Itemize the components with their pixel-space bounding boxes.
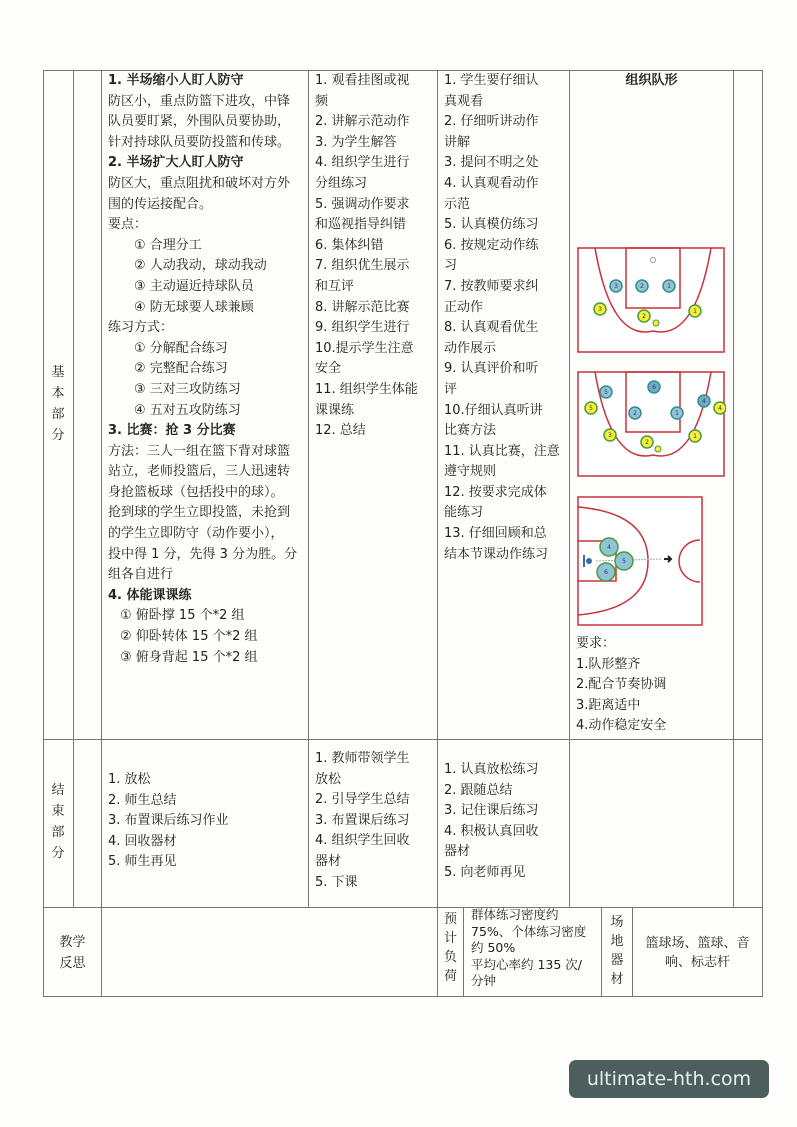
- student-line: 遵守规则: [444, 464, 497, 480]
- teacher-line: 8. 讲解示范比赛: [315, 299, 410, 315]
- content-line: 围的传运接配合。: [108, 196, 213, 212]
- student-line: 13. 仔细回顾和总: [444, 526, 547, 542]
- court-diagram-2: [576, 370, 726, 478]
- svg-text:1: 1: [667, 283, 671, 290]
- load-line: 群体练习密度约: [471, 907, 559, 922]
- svg-text:5: 5: [622, 558, 626, 565]
- ending-student-activities: [444, 760, 569, 884]
- basic-content: [108, 71, 308, 668]
- content-line: ③ 俯身背起 15 个*2 组: [120, 649, 258, 665]
- student-line: 3. 提问不明之处: [444, 155, 539, 171]
- content-line: 方法：三人一组在篮下背对球篮: [108, 443, 291, 459]
- content-line: 投中得 1 分，先得 3 分为胜。分: [108, 546, 298, 562]
- label-char: 部: [51, 825, 65, 840]
- teacher-line: 3. 布置课后练习: [315, 812, 410, 828]
- venue-line: 篮球场、篮球、音: [645, 936, 750, 951]
- student-line: 能练习: [444, 505, 484, 521]
- student-line: 6. 按规定动作练: [444, 237, 539, 253]
- requirement-item: 3.距离适中: [576, 697, 641, 713]
- content-line: 4. 体能课课练: [108, 587, 192, 603]
- col-divider: [762, 70, 763, 997]
- label-char: 本: [51, 386, 65, 401]
- reflection-content[interactable]: [102, 908, 437, 996]
- svg-text:2: 2: [640, 283, 644, 290]
- svg-text:4: 4: [702, 398, 706, 405]
- teacher-line: 器材: [315, 853, 342, 869]
- content-line: ④ 五对五攻防练习: [134, 402, 241, 418]
- teacher-line: 和互评: [315, 278, 355, 294]
- label-line: 反思: [59, 955, 86, 971]
- student-line: 动作展示: [444, 340, 497, 356]
- teacher-line: 10.提示学生注意: [315, 340, 414, 356]
- requirement-item: 1.队形整齐: [576, 656, 641, 672]
- student-line: 12. 按要求完成体: [444, 484, 547, 500]
- student-line: 讲解: [444, 134, 471, 150]
- venue-label: [602, 913, 632, 989]
- svg-text:1: 1: [675, 410, 679, 417]
- content-line: 防区大，重点阻扰和破坏对方外: [108, 175, 291, 191]
- label-char: 分: [51, 846, 65, 861]
- svg-text:4: 4: [718, 405, 722, 412]
- student-line: 2. 跟随总结: [444, 782, 513, 798]
- load-line: 平均心率约 135 次/: [471, 956, 583, 972]
- content-line: 针对持球队员要防投篮和传球。: [108, 134, 291, 150]
- content-line: ② 完整配合练习: [134, 361, 228, 377]
- label-char: 计: [443, 931, 457, 946]
- col-divider: [463, 907, 464, 997]
- svg-text:2: 2: [645, 439, 649, 446]
- content-line: ① 俯卧撑 15 个*2 组: [120, 608, 245, 624]
- content-line: 2. 师生总结: [108, 792, 177, 808]
- label-char: 器: [610, 953, 624, 968]
- content-line: 要点：: [108, 217, 148, 233]
- venue-line: 响、标志杆: [664, 955, 730, 970]
- content-line: 组各自进行: [108, 567, 174, 583]
- reflection-label: [44, 933, 101, 974]
- section-label-ending: [44, 780, 72, 864]
- label-char: 负: [443, 950, 457, 965]
- content-line: 抢到球的学生立即投篮，未抢到: [108, 505, 291, 521]
- svg-text:1: 1: [693, 433, 697, 440]
- col-divider: [308, 70, 309, 907]
- student-line: 习: [444, 258, 458, 274]
- content-line: 3. 比赛：抢 3 分比赛: [108, 423, 236, 439]
- svg-text:3: 3: [614, 283, 618, 290]
- load-label: [438, 910, 463, 986]
- teacher-line: 和巡视指导纠错: [315, 217, 407, 233]
- content-line: 3. 布置课后练习作业: [108, 813, 229, 829]
- label-char: 分: [51, 428, 65, 443]
- student-line: 5. 认真模仿练习: [444, 217, 539, 233]
- label-char: 基: [51, 365, 65, 380]
- label-char: 材: [610, 972, 624, 987]
- student-line: 结本节课动作练习: [444, 546, 549, 562]
- court-diagram-1: [576, 246, 726, 354]
- student-line: 评: [444, 381, 458, 397]
- table-bottom-border: [43, 996, 763, 997]
- student-line: 4. 认真观看动作: [444, 175, 539, 191]
- content-line: 防区小，重点防篮下进攻，中锋: [108, 93, 291, 109]
- label-char: 束: [51, 804, 65, 819]
- student-line: 7. 按教师要求纠: [444, 278, 539, 294]
- content-line: ② 人动我动，球动我动: [134, 258, 267, 274]
- content-line: 队员要盯紧，外围队员要协助，: [108, 114, 291, 130]
- row-divider: [43, 739, 763, 740]
- watermark-badge: ultimate-hth.com: [569, 1060, 769, 1098]
- student-line: 1. 认真放松练习: [444, 762, 539, 777]
- student-line: 10.仔细认真听讲: [444, 402, 543, 418]
- student-line: 2. 仔细听讲动作: [444, 114, 539, 130]
- svg-text:4: 4: [607, 544, 611, 551]
- requirement-item: 4.动作稳定安全: [576, 718, 667, 734]
- label-char: 预: [443, 912, 457, 927]
- col-divider: [569, 70, 570, 907]
- student-line: 真观看: [444, 93, 484, 109]
- teacher-line: 1. 观看挂图或视: [315, 73, 410, 88]
- label-char: 部: [51, 407, 65, 422]
- svg-text:3: 3: [608, 432, 612, 439]
- content-line: 站立，老师投篮后，三人迅速转: [108, 464, 291, 480]
- venue-text: [633, 934, 762, 972]
- teacher-line: 5. 下课: [315, 874, 358, 890]
- teacher-line: 分组练习: [315, 175, 368, 191]
- svg-text:2: 2: [642, 313, 646, 320]
- svg-text:6: 6: [652, 384, 656, 391]
- svg-text:6: 6: [604, 569, 608, 576]
- load-line: 分钟: [471, 973, 497, 988]
- label-char: 场: [610, 915, 624, 930]
- teacher-line: 频: [315, 93, 329, 109]
- content-line: 1. 半场缩小人盯人防守: [108, 73, 244, 88]
- content-line: ② 仰卧转体 15 个*2 组: [120, 629, 258, 645]
- section-label-basic: [44, 362, 72, 446]
- teacher-line: 安全: [315, 361, 342, 377]
- requirements-label: 要求：: [576, 636, 616, 651]
- teacher-line: 5. 强调动作要求: [315, 196, 410, 212]
- teacher-line: 1. 教师带领学生: [315, 751, 410, 766]
- teacher-line: 2. 讲解示范动作: [315, 114, 410, 130]
- teacher-line: 11. 组织学生体能: [315, 381, 418, 397]
- teacher-line: 放松: [315, 771, 342, 787]
- content-line: 2. 半场扩大人盯人防守: [108, 155, 244, 171]
- teacher-line: 12. 总结: [315, 423, 366, 439]
- content-line: ③ 主动逼近持球队员: [134, 278, 254, 294]
- content-line: 1. 放松: [108, 772, 151, 787]
- content-line: ① 合理分工: [134, 237, 202, 253]
- col-divider: [101, 70, 102, 997]
- content-line: 5. 师生再见: [108, 854, 177, 870]
- teacher-line: 2. 引导学生总结: [315, 792, 410, 808]
- svg-text:1: 1: [693, 308, 697, 315]
- teacher-line: 4. 组织学生进行: [315, 155, 410, 171]
- student-line: 器材: [444, 844, 471, 860]
- teacher-line: 3. 为学生解答: [315, 134, 397, 150]
- content-line: 的学生立即防守（动作要小），: [108, 526, 284, 542]
- svg-text:2: 2: [633, 410, 637, 417]
- basic-teacher-activities: [315, 71, 437, 442]
- load-line: 75%、个体练习密度: [471, 923, 587, 939]
- content-line: 4. 回收器材: [108, 833, 177, 849]
- col-divider: [437, 70, 438, 997]
- content-line: ④ 防无球要人球兼顾: [134, 299, 254, 315]
- student-line: 4. 积极认真回收: [444, 823, 539, 839]
- content-line: ③ 三对三攻防练习: [134, 381, 241, 397]
- court-diagram-3: [576, 495, 704, 627]
- load-line: 约 50%: [471, 940, 516, 955]
- teacher-line: 9. 组织学生进行: [315, 320, 410, 336]
- svg-text:5: 5: [589, 405, 593, 412]
- student-line: 示范: [444, 196, 471, 212]
- label-char: 结: [51, 783, 65, 798]
- basic-student-activities: [444, 71, 569, 565]
- student-line: 正动作: [444, 299, 484, 315]
- content-line: 练习方式：: [108, 320, 174, 336]
- ending-content: [108, 770, 308, 873]
- col-divider: [73, 70, 74, 907]
- student-line: 8. 认真观看优生: [444, 320, 539, 336]
- student-line: 比赛方法: [444, 423, 497, 439]
- student-line: 11. 认真比赛，注意: [444, 443, 560, 459]
- col-divider: [733, 70, 734, 907]
- student-line: 5. 向老师再见: [444, 864, 526, 880]
- teacher-line: 7. 组织优生展示: [315, 258, 410, 274]
- label-char: 地: [610, 934, 624, 949]
- formation-title: 组织队形: [625, 73, 678, 88]
- student-line: 9. 认真评价和听: [444, 361, 539, 377]
- student-line: 1. 学生要仔细认: [444, 73, 539, 88]
- svg-text:3: 3: [598, 306, 602, 313]
- content-line: 身抢篮板球（包括投中的球）。: [108, 484, 284, 500]
- ending-teacher-activities: [315, 749, 437, 893]
- label-char: 荷: [443, 969, 457, 984]
- teacher-line: 6. 集体纠错: [315, 237, 384, 253]
- requirement-item: 2.配合节奏协调: [576, 677, 667, 693]
- formation-requirements: [576, 634, 732, 737]
- label-line: 教学: [59, 935, 86, 950]
- teacher-line: 4. 组织学生回收: [315, 833, 410, 849]
- student-line: 3. 记住课后练习: [444, 803, 539, 819]
- load-text: [471, 907, 601, 990]
- content-line: ① 分解配合练习: [134, 340, 228, 356]
- svg-text:5: 5: [604, 389, 608, 396]
- teacher-line: 课课练: [315, 402, 355, 418]
